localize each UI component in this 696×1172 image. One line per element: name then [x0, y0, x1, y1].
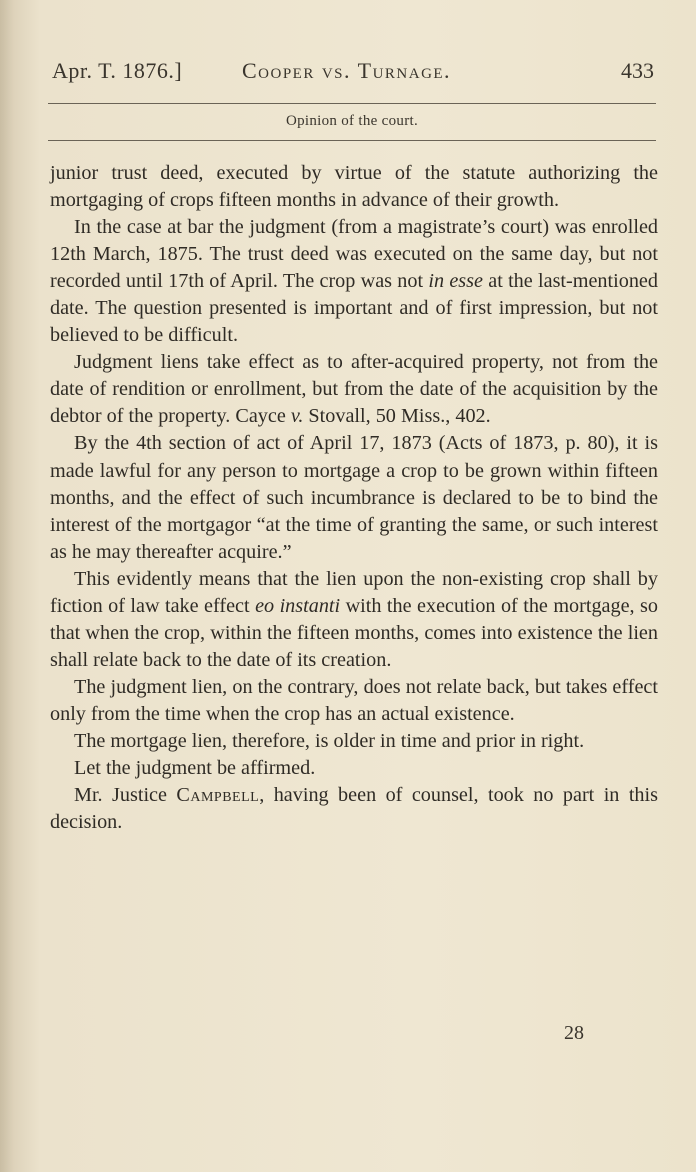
paragraph-6: The judgment lien, on the contrary, does not relate back, but takes effect only from the time when the crop has an actual existence.	[50, 675, 658, 725]
italic-term: in esse	[428, 270, 483, 293]
italic-term: eo instanti	[255, 594, 341, 617]
opinion-text	[50, 160, 658, 836]
case-title: Cooper vs. Turnage.	[242, 58, 452, 83]
paragraph-8: Let the judgment be affirmed.	[74, 757, 316, 780]
paragraph-2: In the case at bar the judgment (from a magistrate’s court) was enrolled 12th March, 1875. The trust deed was executed on the same day, but not recorded until 17th of April. The crop was not in esse at the last-mentioned date. The question presented is important and of first impression, but not believed to be difficult.	[50, 216, 658, 347]
signature-mark: 28	[564, 1022, 584, 1044]
section-subheading: Opinion of the court.	[285, 113, 419, 129]
paragraph-5: This evidently means that the lien upon the non-existing crop shall by fiction of law take effect eo instanti with the execution of the mortgage, so that when the crop, within the fifteen months, comes into existence the lien shall relate back to the date of its creation.	[50, 567, 658, 671]
justice-name: Campbell	[176, 784, 260, 807]
paragraph-1: junior trust deed, executed by virtue of the statute authorizing the mortgaging of crops fifteen months in advance of their growth.	[50, 162, 658, 212]
court-term: Apr. T. 1876.]	[52, 58, 183, 83]
paragraph-4: By the 4th section of act of April 17, 1873 (Acts of 1873, p. 80), it is made lawful for any person to mortgage a crop to be grown within fifteen months, and the effect of such incumbrance is declared to be to bind the interest of the mortgagor “at the time of granting the same, or such interest as he may thereafter acquire.”	[50, 432, 658, 563]
header-rule-top	[48, 103, 656, 104]
header-rule-bottom	[48, 140, 656, 141]
page-number: 433	[621, 58, 654, 83]
running-head	[46, 58, 656, 88]
paragraph-9: Mr. Justice Campbell, having been of counsel, took no part in this decision.	[50, 784, 658, 834]
paragraph-3: Judgment liens take effect as to after-acquired property, not from the date of rendition or enrollment, but from the date of the acquisition by the debtor of the property. Cayce v. Stovall, 50 Miss., 402.	[50, 351, 658, 428]
paragraph-7: The mortgage lien, therefore, is older in time and prior in right.	[74, 729, 585, 752]
italic-term: v.	[290, 405, 304, 428]
